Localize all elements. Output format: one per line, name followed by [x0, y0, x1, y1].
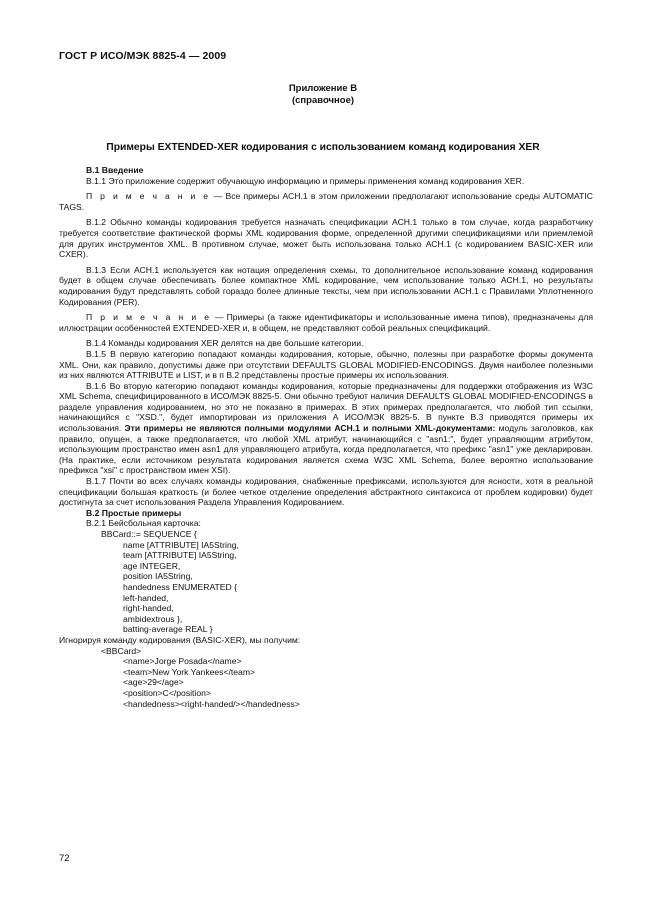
paragraph-b1-2: В.1.2 Обычно команды кодирования требуется назначать спецификации АСН.1 только в том случае, когда разработчику требуется соответствие фактической формы XML кодирования форме, определенной другими спецификациями или приемлемой для других инструментов XML. В противном случае, может быть использована только АСН.1 (с кодированием BASIC-XER или CXER). [59, 217, 593, 260]
body-text [59, 165, 593, 709]
section-heading-b2: В.2 Простые примеры [86, 507, 182, 518]
paragraph-b1-3: В.1.3 Если АСН.1 используется как нотация определения схемы, то дополнительное использование команд кодирования будет в общем случае обеспечивать более компактное XML кодирование, чем использование только АСН.1, но результаты кодирования будут представлять собой гораздо более длинные тексты, чем при использовании АСН.1 с Правилами Уплотненного Кодирования (PER). [59, 264, 593, 307]
code-line: <name>Jorge Posada</name> [123, 656, 242, 667]
annex-name: Приложение В [288, 83, 358, 94]
code-line: <handedness><right-handed/></handedness> [123, 698, 300, 709]
note-2-text: — Примеры (а также идентификаторы и использованные имена типов), предназначены для иллюстрации особенностей EXTENDED-XER и, в общем, не представляют собой реальных спецификаций. [59, 312, 593, 333]
code-line: <team>New York Yankees</team> [123, 666, 256, 677]
code-line: handedness ENUMERATED { [123, 581, 237, 592]
paragraph-b1-6-bold: Эти примеры не являются полными модулями АСН.1 и полными XML-документами: [124, 423, 496, 434]
standard-header: ГОСТ Р ИСО/МЭК 8825-4 — 2009 [59, 50, 227, 62]
ignore-encoding-line: Игнорируя команду кодирования (BASIC-XER), мы получим: [59, 634, 301, 645]
code-line: right-handed, [123, 603, 174, 614]
code-line: position IA5String, [123, 571, 193, 582]
page-number: 72 [59, 853, 70, 864]
paragraph-b2-1: В.2.1 Бейсбольная карточка: [86, 518, 201, 529]
code-line: name [ATTRIBUTE] IA5String, [123, 539, 239, 550]
code-line: <position>C</position> [123, 687, 211, 698]
code-line: batting-average REAL } [123, 624, 213, 635]
code-line: ambidextrous }, [123, 613, 183, 624]
paragraph-b1-5: В.1.5 В первую категорию попадают команды кодирования, которые, обычно, полезны при разработке формы документа XML. Они, как правило, допустимы даже при отсутствии DEFAULTS GLOBAL MODIFIED-ENCODINGS. Двумя наиболее полезными из них являются ATTRIBUTE и LIST, и в п В.2 представлены простые примеры их использования. [59, 348, 593, 381]
note-1 [59, 191, 593, 212]
code-line: BBCard::= SEQUENCE { [101, 529, 197, 539]
code-line: age INTEGER, [123, 560, 181, 571]
paragraph-b1-6-part-b: модуль заголовков, как правило, опущен, а также предполагается, что любой XML атрибут, начинающийся с "asn1:", будет управляющим атрибутом, использующим пространство имен asn1 для управляющего атрибута, когда предполагается, что префикс "asn1" уже декларирован. (На практике, если источником результата кодирования является схема W3C XML Schema, более вероятно использование префикса "xsi" с пространством имен XSI). [59, 423, 593, 476]
code-line: <age>29</age> [123, 677, 184, 688]
code-asn1-block [59, 529, 593, 635]
code-line: <BBCard> [101, 645, 142, 656]
code-xml-block [59, 646, 593, 710]
note-1-label: П р и м е ч а н и е [86, 191, 211, 202]
paragraph-b1-4: В.1.4 Команды кодирования XER делятся на две большие категории. [86, 338, 364, 349]
note-2-label: П р и м е ч а н и е [86, 312, 212, 323]
section-heading-b1: В.1 Введение [86, 165, 144, 175]
paragraph-b1-7: В.1.7 Почти во всех случаях команды кодирования, снабженные префиксами, используются для ясности, хотя в реальной спецификации большая краткость (и более четкое отделение определения абстрактного синтаксиса от проблем кодировки) будет достигнута за счет использования Раздела Управления Кодированием. [59, 476, 593, 508]
paragraph-b1-6 [59, 381, 593, 476]
note-2 [59, 312, 593, 333]
code-line: team [ATTRIBUTE] IA5String, [123, 550, 237, 561]
paragraph-b1-6-part-a: В.1.6 Во вторую категорию попадают команды кодирования, которые предназначены для поддержки отображения из W3C XML Schema, специфицированного в ИСО/МЭК 8825-5. Они обычно требуют наличия DEFAULTS GLOBAL MODIFIED-ENCODINGS в разделе управления кодированием, но это не показано в примерах. В этих примерах предполагается, что любой тип ссылки, начинающийся с "XSD.", будет импортирован из приложения А ИСО/МЭК 8825-5. В пункте В.3 приводятся примеры их использования. [59, 380, 593, 434]
paragraph-b1-1: В.1.1 Это приложение содержит обучающую информацию и примеры применения команд кодирования XER. [86, 175, 525, 186]
code-line: left-handed, [123, 592, 169, 603]
note-1-text: — Все примеры АСН.1 в этом приложении предполагают использование среды AUTOMATIC TAGS. [59, 191, 593, 212]
annex-kind: (справочное) [291, 95, 355, 106]
annex-title: Примеры EXTENDED-XER кодирования с использованием команд кодирования XER [106, 142, 540, 153]
